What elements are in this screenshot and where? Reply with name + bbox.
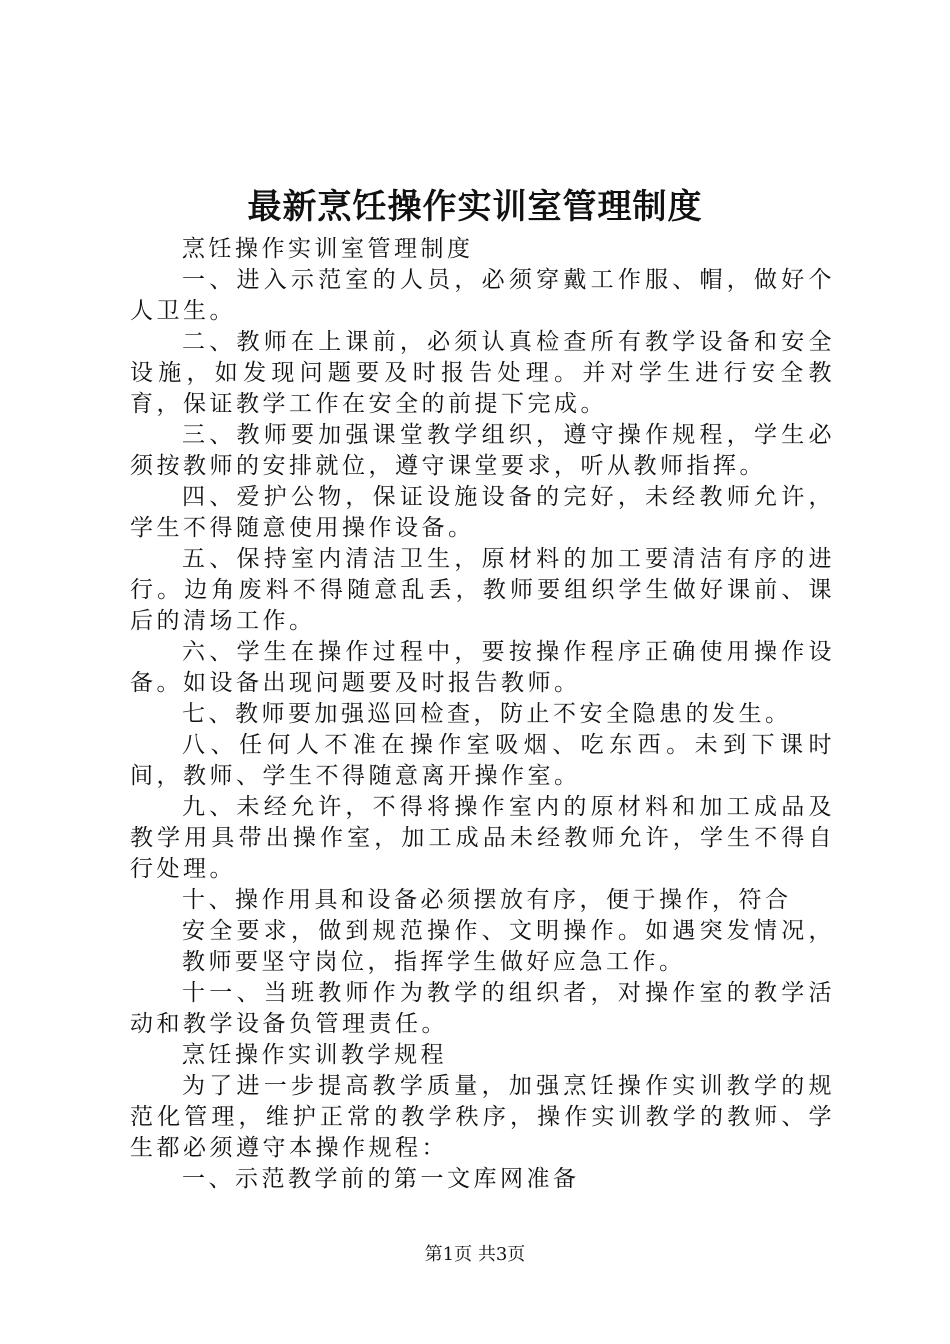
paragraph-rule-9: 九、未经允许，不得将操作室内的原材料和加工成品及教学用具带出操作室，加工成品未经教师允许，学生不得自行处理。 (130, 794, 835, 882)
document-title: 最新烹饪操作实训室管理制度 (247, 187, 703, 227)
paragraph-rule-10-continued: 安全要求，做到规范操作、文明操作。如遇突发情况，教师要坚守岗位，指挥学生做好应急工作。 (182, 918, 835, 975)
page-number-footer: 第1页 共3页 (424, 1244, 526, 1265)
paragraph-rule-2: 二、教师在上课前，必须认真检查所有教学设备和安全设施，如发现问题要及时报告处理。并对学生进行安全教育，保证教学工作在安全的前提下完成。 (130, 329, 835, 417)
paragraph-rule-1: 一、进入示范室的人员，必须穿戴工作服、帽，做好个人卫生。 (130, 267, 835, 324)
document-body (130, 234, 835, 1195)
paragraph-rule-10: 十、操作用具和设备必须摆放有序，便于操作，符合 (182, 887, 792, 913)
paragraph-rule-4: 四、爱护公物，保证设施设备的完好，未经教师允许，学生不得随意使用操作设备。 (130, 484, 835, 541)
paragraph-rule-6: 六、学生在操作过程中，要按操作程序正确使用操作设备。如设备出现问题要及时报告教师。 (130, 639, 835, 696)
paragraph-rule-5: 五、保持室内清洁卫生，原材料的加工要清洁有序的进行。边角废料不得随意乱丢，教师要组织学生做好课前、课后的清场工作。 (130, 546, 835, 634)
paragraph-procedures-intro: 为了进一步提高教学质量，加强烹饪操作实训教学的规范化管理，维护正常的教学秩序，操作实训教学的教师、学生都必须遵守本操作规程： (130, 1073, 835, 1161)
paragraph-heading-procedures: 烹饪操作实训教学规程 (182, 1042, 447, 1068)
paragraph-rule-8: 八、任何人不准在操作室吸烟、吃东西。未到下课时间，教师、学生不得随意离开操作室。 (130, 732, 835, 789)
paragraph-rule-7: 七、教师要加强巡回检查，防止不安全隐患的发生。 (182, 701, 792, 727)
paragraph-heading-rules: 烹饪操作实训室管理制度 (182, 236, 474, 262)
paragraph-rule-11: 十一、当班教师作为教学的组织者，对操作室的教学活动和教学设备负管理责任。 (130, 980, 835, 1037)
paragraph-rule-3: 三、教师要加强课堂教学组织，遵守操作规程，学生必须按教师的安排就位，遵守课堂要求，听从教师指挥。 (130, 422, 835, 479)
paragraph-procedure-1: 一、示范教学前的第一文库网准备 (182, 1166, 580, 1192)
